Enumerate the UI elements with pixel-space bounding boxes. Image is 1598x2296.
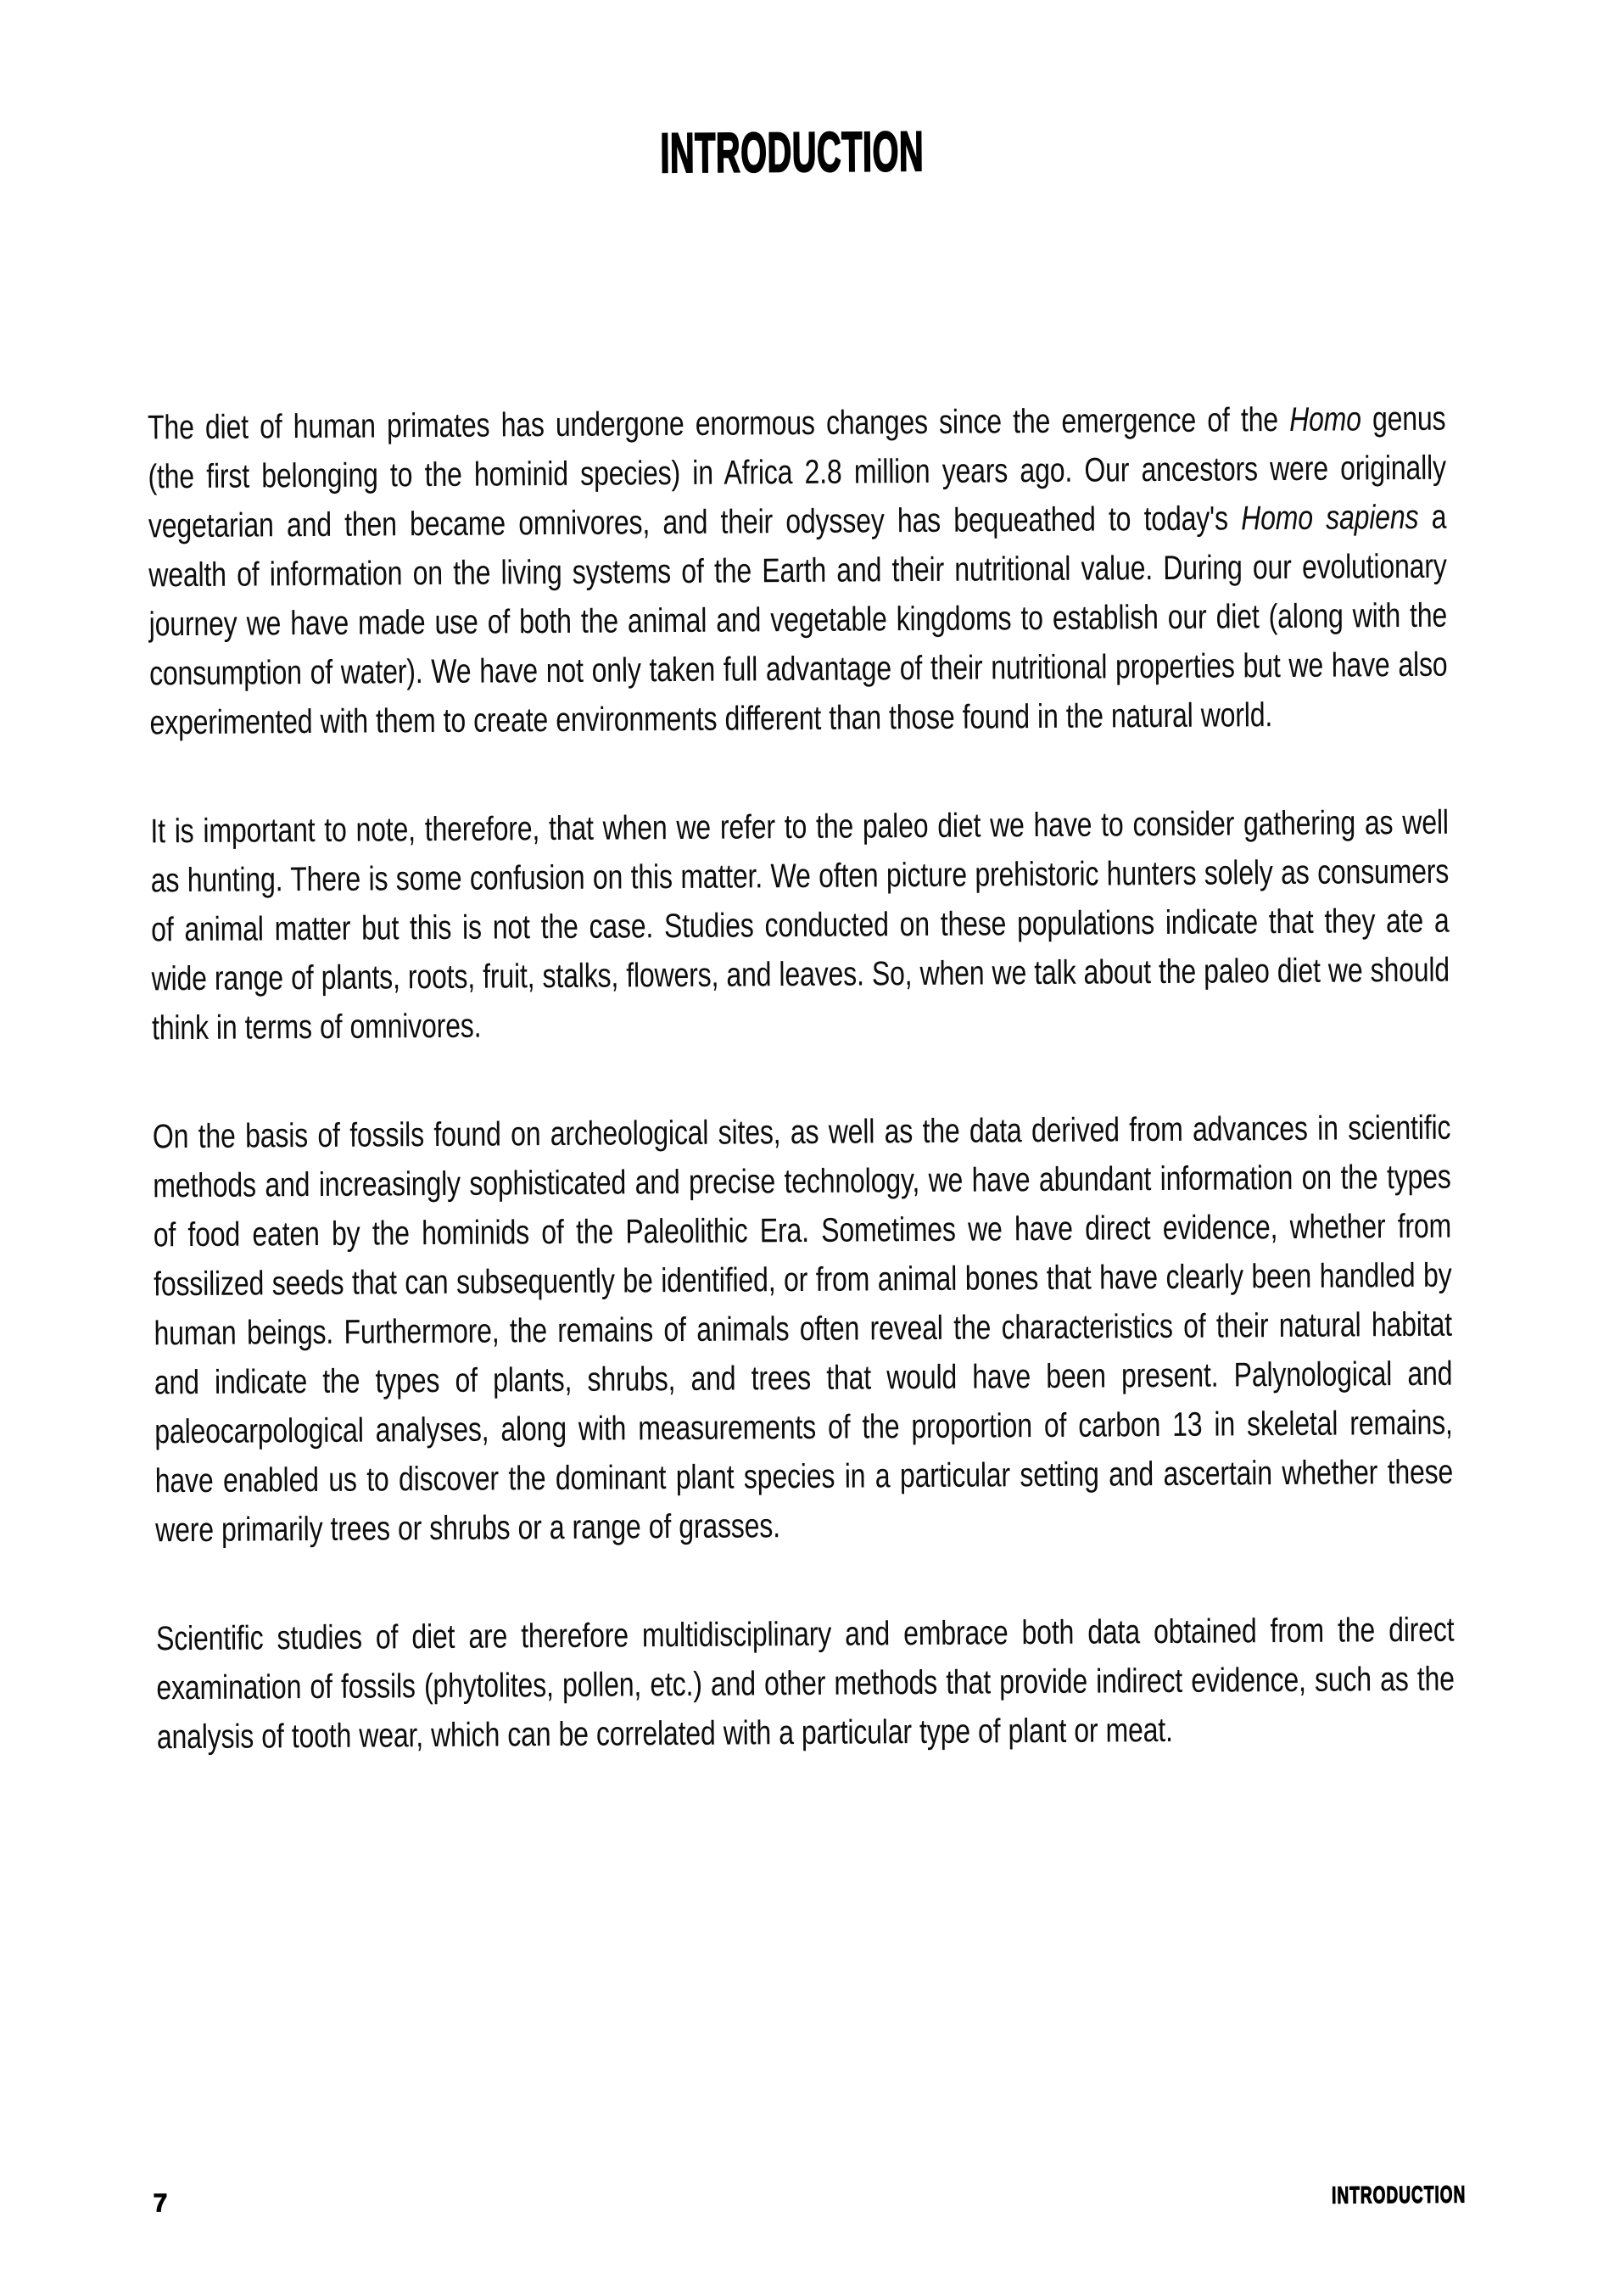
text-run: It is important to note, therefore, that when we refer to the paleo diet we have to consider gathering as well as hunting. There is some confusion on this matter. We often picture prehistoric hunters solely as consumers of animal matter but this is not the case. Studies conducted on these populations indicate that they ate a wide range of plants, roots, fruit, stalks, flowers, and leaves. So, when we talk about the paleo diet we should think in terms of omnivores. (150, 803, 1450, 1047)
paragraph-4 (156, 1606, 1456, 1763)
footer-chapter-label: INTRODUCTION (1332, 2181, 1467, 2209)
italic-text-run: Homo sapiens (1241, 498, 1419, 538)
text-run: genus (the first belonging to the hominid species) in Africa 2.8 million years ago. Our ancestors were originally vegetarian and then became omnivores, and their odyssey has bequeathed to today's (148, 399, 1446, 545)
page-number: 7 (153, 2189, 168, 2218)
paragraph-3 (153, 1103, 1454, 1556)
text-run: a wealth of information on the living systems of the Earth and their nutritional value. During our evolutionary journey we have made use of both the animal and vegetable kingdoms to establish our diet (along with the consumption of water). We have not only taken full advantage of their nutritional properties but we have also experimented with them to create environments different than those found in the natural world. (148, 498, 1448, 742)
text-run: The diet of human primates has undergone enormous changes since the emergence of the (147, 400, 1290, 447)
body-text-column (148, 394, 1456, 1822)
italic-text-run: Homo (1288, 400, 1361, 439)
page-footer (154, 2181, 1467, 2219)
text-run: Scientific studies of diet are therefore multidisciplinary and embrace both data obtained from the direct examination of fossils (phytolites, pollen, etc.) and other methods that provide indirect evidence, such as the analysis of tooth wear, which can be correlated with a particular type of plant or meat. (155, 1611, 1455, 1757)
chapter-title-row (0, 118, 1591, 185)
chapter-title: INTRODUCTION (660, 119, 925, 185)
text-run: On the basis of fossils found on archeological sites, as well as the data derived from advances in scientific methods and increasingly sophisticated and precise technology, we have abundant information on the types of food eaten by the hominids of the Paleolithic Era. Sometimes we have direct evidence, whether from fossilized seeds that can subsequently be identified, or from animal bones that have clearly been handled by human beings. Furthermore, the remains of animals often reveal the characteristics of their natural habitat and indicate the types of plants, shrubs, and trees that would have been present. Palynological and paleocarpological analyses, along with measurements of the proportion of carbon 13 in skeletal remains, have enabled us to discover the dominant plant species in a particular setting and ascertain whether these were primarily trees or shrubs or a range of grasses. (152, 1109, 1454, 1550)
paragraph-2 (150, 798, 1450, 1053)
paragraph-1 (148, 394, 1448, 748)
